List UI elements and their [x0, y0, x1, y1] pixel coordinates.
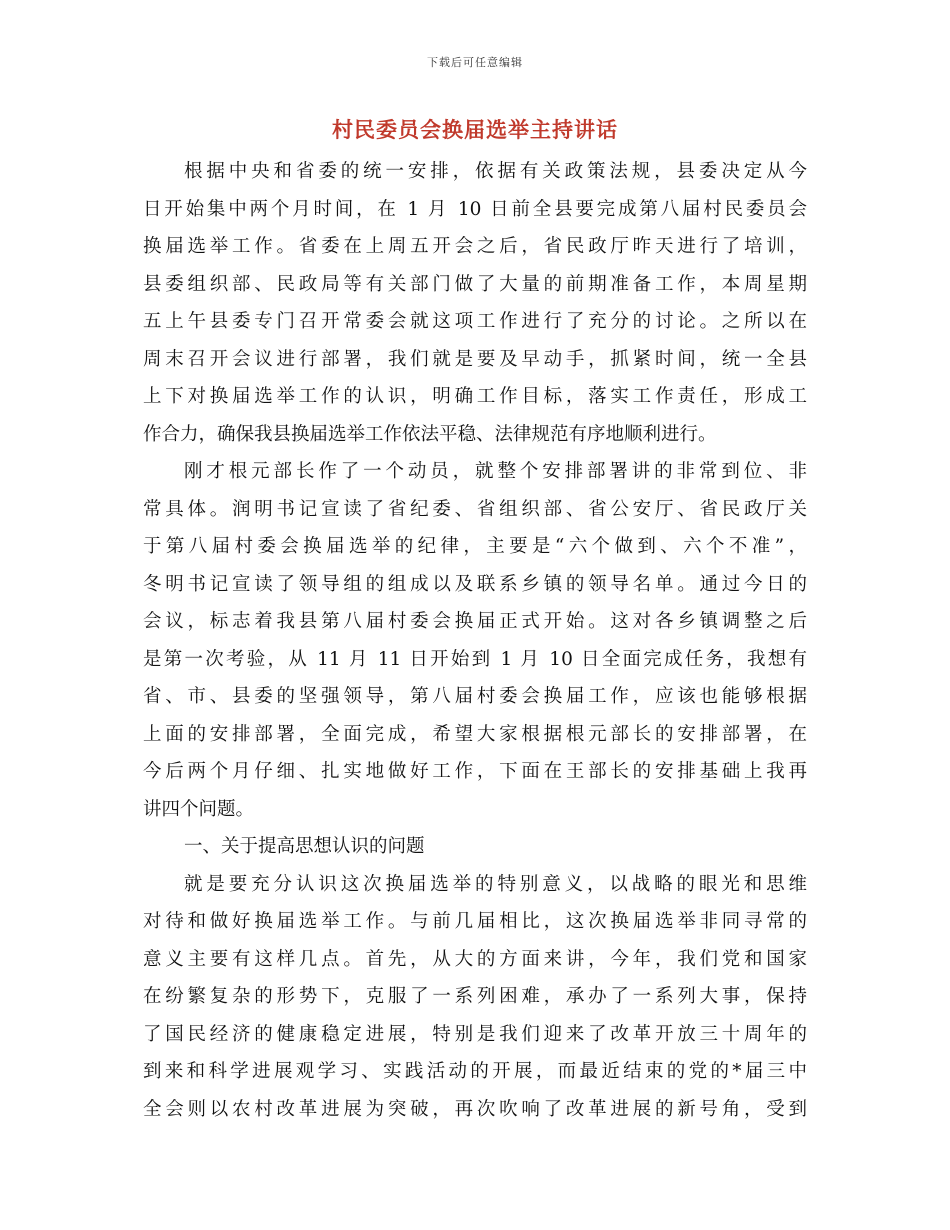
- section-heading: 一、关于提高思想认识的问题: [184, 836, 425, 857]
- paragraph-line: 会议，标志着我县第八届村委会换届正式开始。这对各乡镇调整之后: [143, 611, 807, 632]
- paragraph-line: 换届选举工作。省委在上周五开会之后，省民政厅昨天进行了培训，: [143, 236, 807, 257]
- paragraph-line: 县委组织部、民政局等有关部门做了大量的前期准备工作，本周星期: [143, 273, 807, 295]
- paragraph-line: 就是要充分认识这次换届选举的特别意义，以战略的眼光和思维: [184, 873, 807, 895]
- header-note: 下载后可任意编辑: [427, 56, 523, 69]
- paragraph-line: 刚才根元部长作了一个动员，就整个安排部署讲的非常到位、非: [184, 461, 807, 482]
- paragraph-line: 五上午县委专门召开常委会就这项工作进行了充分的讨论。之所以在: [143, 311, 807, 332]
- paragraph-line: 今后两个月仔细、扎实地做好工作，下面在王部长的安排基础上我再: [143, 761, 807, 782]
- paragraph-line: 常具体。润明书记宣读了省纪委、省组织部、省公安厅、省民政厅关: [143, 498, 807, 520]
- paragraph-line: 在纷繁复杂的形势下，克服了一系列困难，承办了一系列大事，保持: [143, 986, 807, 1007]
- document-title: 村民委员会换届选举主持讲话: [332, 117, 618, 142]
- paragraph-line: 了国民经济的健康稳定进展，特别是我们迎来了改革开放三十周年的: [143, 1023, 807, 1045]
- paragraph-line: 到来和科学进展观学习、实践活动的开展，而最近结束的党的*届三中: [143, 1061, 807, 1082]
- paragraph-line: 上下对换届选举工作的认识，明确工作目标，落实工作责任，形成工: [143, 386, 807, 407]
- paragraph-line: 讲四个问题。: [143, 798, 255, 820]
- paragraph-line: 日开始集中两个月时间，在 1 月 10 日前全县要完成第八届村民委员会: [143, 198, 807, 220]
- paragraph-line: 全会则以农村改革进展为突破，再次吹响了改革进展的新号角，受到: [143, 1098, 807, 1120]
- paragraph-line: 根据中央和省委的统一安排，依据有关政策法规，县委决定从今: [184, 161, 807, 182]
- paragraph-line: 对待和做好换届选举工作。与前几届相比，这次换届选举非同寻常的: [143, 911, 807, 932]
- paragraph-line: 周末召开会议进行部署，我们就是要及早动手，抓紧时间，统一全县: [143, 348, 807, 370]
- paragraph-line: 冬明书记宣读了领导组的组成以及联系乡镇的领导名单。通过今日的: [143, 573, 807, 595]
- paragraph-line: 作合力，确保我县换届选举工作依法平稳、法律规范有序地顺利进行。: [143, 423, 717, 445]
- paragraph-line: 意义主要有这样几点。首先，从大的方面来讲，今年，我们党和国家: [143, 948, 807, 970]
- paragraph-line: 是第一次考验，从 11 月 11 日开始到 1 月 10 日全面完成任务，我想有: [143, 648, 807, 670]
- document-body: [143, 153, 807, 1128]
- paragraph-line: 省、市、县委的坚强领导，第八届村委会换届工作，应该也能够根据: [143, 686, 807, 707]
- paragraph-line: 于第八届村委会换届选举的纪律，主要是“六个做到、六个不准”，: [143, 536, 807, 557]
- paragraph-line: 上面的安排部署，全面完成，希望大家根据根元部长的安排部署，在: [143, 723, 807, 745]
